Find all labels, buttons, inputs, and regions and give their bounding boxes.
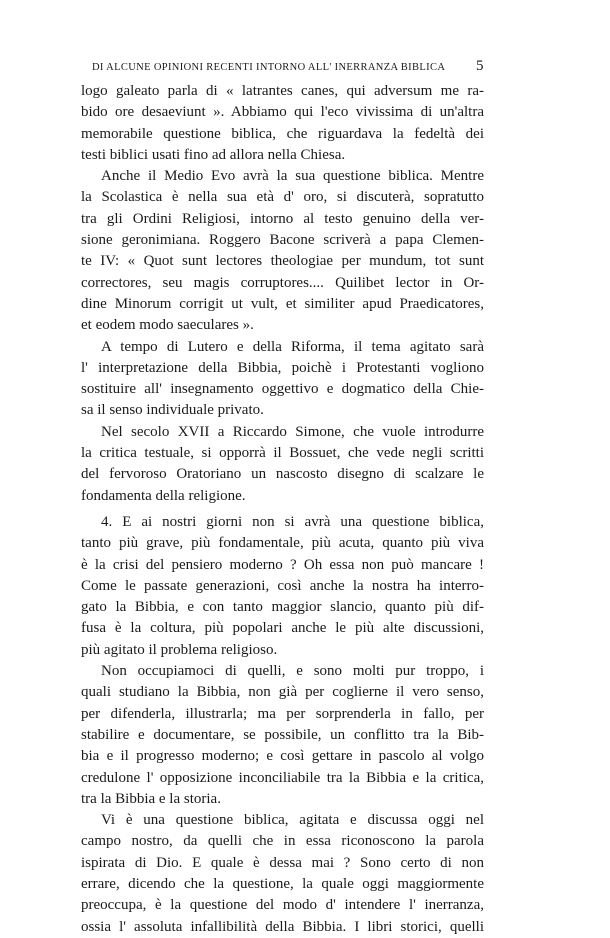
paragraph xyxy=(81,512,484,661)
paragraph xyxy=(81,810,484,938)
text-line: campo nostro, da quelli che in essa riconoscono la parola xyxy=(81,833,484,850)
text-line: gato la Bibbia, e con tanto maggior slancio, quanto più dif- xyxy=(81,599,484,616)
page-number: 5 xyxy=(476,58,484,74)
text-line: quali studiano la Bibbia, non già per coglierne il vero senso, xyxy=(81,684,484,701)
text-line: fondamenta della religione. xyxy=(81,487,246,504)
text-line: bia e il progresso moderno; e così gettare in pascolo al volgo xyxy=(81,748,484,765)
running-title: DI ALCUNE OPINIONI RECENTI INTORNO ALL' INERRANZA BIBLICA xyxy=(92,62,446,73)
text-line: del fervoroso Oratoriano un nascosto disegno di scalzare le xyxy=(81,466,484,483)
text-line: bido ore desaeviunt ». Abbiamo qui l'eco vivissima di un'altra xyxy=(81,104,484,121)
text-line: l' interpretazione della Bibbia, poichè i Protestanti vogliono xyxy=(81,359,484,376)
text-line: preoccupa, è la questione del modo d' intendere l' inerranza, xyxy=(81,897,484,914)
paragraph xyxy=(81,661,484,810)
text-line: più agitato il problema religioso. xyxy=(81,641,278,658)
text-line: la critica testuale, si opporrà il Bossuet, che vede negli scritti xyxy=(81,445,484,462)
text-line: et eodem modo saeculares ». xyxy=(81,317,254,334)
text-line: dine Minorum corrigit ut vult, et similiter apud Praedicatores, xyxy=(81,295,484,312)
text-line: te IV: « Quot sunt lectores theologiae per mundum, tot sunt xyxy=(81,253,484,270)
text-line: credulone l' opposizione inconciliabile tra la Bibbia e la critica, xyxy=(81,769,484,786)
paragraph xyxy=(81,337,484,422)
text-line: Vi è una questione biblica, agitata e discussa oggi nel xyxy=(101,812,484,829)
text-line: stabilire e documentare, se possibile, un conflitto tra la Bib- xyxy=(81,726,484,743)
paragraph xyxy=(81,422,484,507)
text-line: sa il senso individuale privato. xyxy=(81,402,264,419)
text-line: Come le passate generazioni, così anche la nostra ha interro- xyxy=(81,577,484,594)
text-line: ispirata di Dio. E quale è dessa mai ? Sono certo di non xyxy=(81,854,484,871)
text-line: tra gli Ordini Religiosi, intorno al testo genuino della ver- xyxy=(81,210,484,227)
text-line: sostituire all' insegnamento oggettivo e dogmatico della Chie- xyxy=(81,381,484,398)
text-line: fusa è la coltura, più popolari anche le più alte discussioni, xyxy=(81,620,484,637)
text-line: correctores, seu magis corruptores.... Quilibet lector in Or- xyxy=(81,274,484,291)
text-line: Anche il Medio Evo avrà la sua questione biblica. Mentre xyxy=(101,168,484,185)
text-line: 4. E ai nostri giorni non si avrà una questione biblica, xyxy=(101,513,484,530)
text-line: sione geronimiana. Roggero Bacone scriverà a papa Clemen- xyxy=(81,232,484,249)
text-line: per difenderla, illustrarla; ma per sorprenderla in fallo, per xyxy=(81,705,484,722)
text-line: ossia l' assoluta infallibilità della Bibbia. I libri storici, quelli xyxy=(81,918,484,935)
text-line: tra la Bibbia e la storia. xyxy=(81,790,221,807)
text-line: errare, dicendo che la questione, la quale oggi maggiormente xyxy=(81,875,484,892)
paragraph xyxy=(81,81,484,166)
text-line: logo galeato parla di « latrantes canes, qui adversum me ra- xyxy=(81,83,484,99)
text-line: A tempo di Lutero e della Riforma, il tema agitato sarà xyxy=(101,338,484,355)
paragraph xyxy=(81,166,484,336)
text-line: memorabile questione biblica, che riguardava la fedeltà dei xyxy=(81,125,484,142)
text-line: testi biblici usati fino ad allora nella Chiesa. xyxy=(81,146,346,163)
text-line: Nel secolo XVII a Riccardo Simone, che vuole introdurre xyxy=(101,423,484,440)
body-text xyxy=(81,81,484,938)
text-line: la Scolastica è nella sua età d' oro, si discuterà, sopratutto xyxy=(81,189,484,206)
text-line: è la crisi del pensiero moderno ? Oh essa non può mancare ! xyxy=(81,556,484,573)
text-line: tanto più grave, più fondamentale, più acuta, quanto più viva xyxy=(81,535,484,552)
text-line: Non occupiamoci di quelli, e sono molti pur troppo, i xyxy=(101,663,484,680)
